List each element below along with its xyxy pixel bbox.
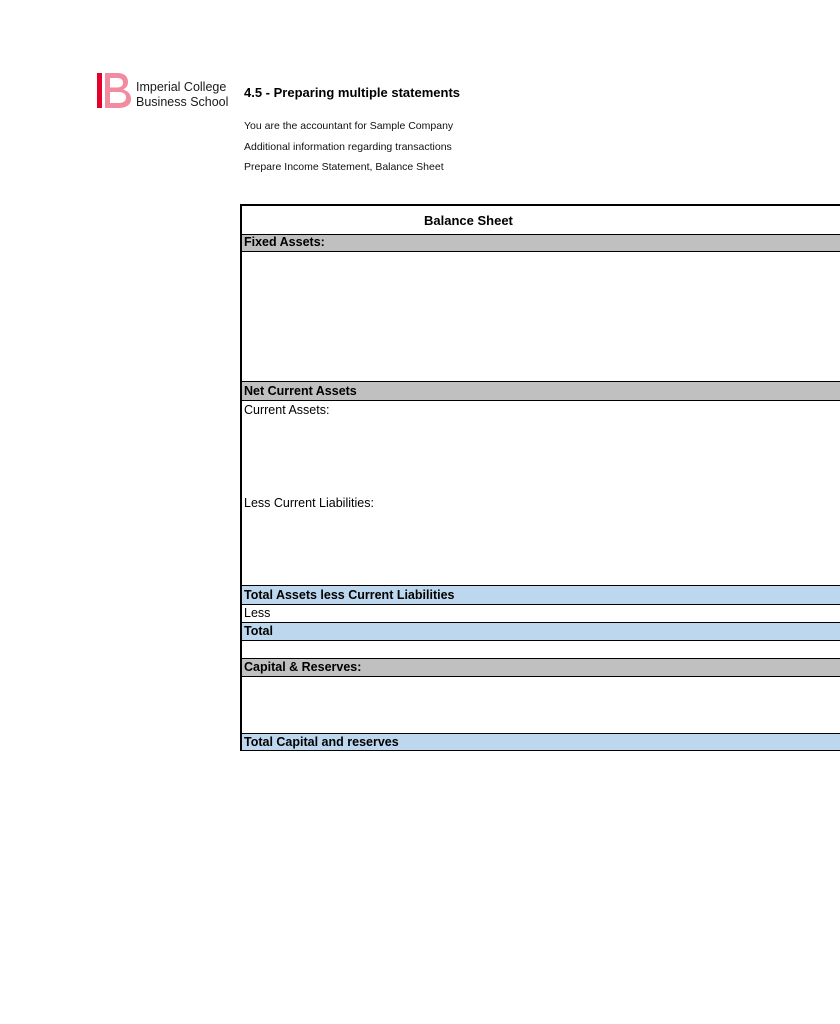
capital-reserves-header[interactable]: Capital & Reserves: (242, 658, 840, 677)
less-current-liabilities-label[interactable]: Less Current Liabilities: (244, 496, 374, 510)
net-current-assets-header[interactable]: Net Current Assets (242, 381, 840, 401)
logo-line-1: Imperial College (136, 80, 227, 94)
balance-sheet-title: Balance Sheet (424, 213, 513, 228)
instruction-line-2: Additional information regarding transactions (244, 140, 452, 153)
fixed-assets-header[interactable]: Fixed Assets: (242, 234, 840, 252)
total-assets-less-cl-row[interactable]: Total Assets less Current Liabilities (242, 585, 840, 605)
page-title: 4.5 - Preparing multiple statements (244, 85, 461, 100)
less-row[interactable]: Less (244, 606, 271, 620)
instruction-line-1: You are the accountant for Sample Company (244, 120, 454, 132)
instructions (244, 116, 453, 178)
total-capital-reserves-row[interactable]: Total Capital and reserves (242, 733, 840, 751)
balance-sheet-table (240, 204, 840, 751)
current-assets-label[interactable]: Current Assets: (244, 403, 330, 417)
total-row[interactable]: Total (242, 622, 840, 641)
logo-line-2: Business School (136, 95, 229, 109)
instruction-line-3: Prepare Income Statement, Balance Sheet (244, 161, 444, 173)
